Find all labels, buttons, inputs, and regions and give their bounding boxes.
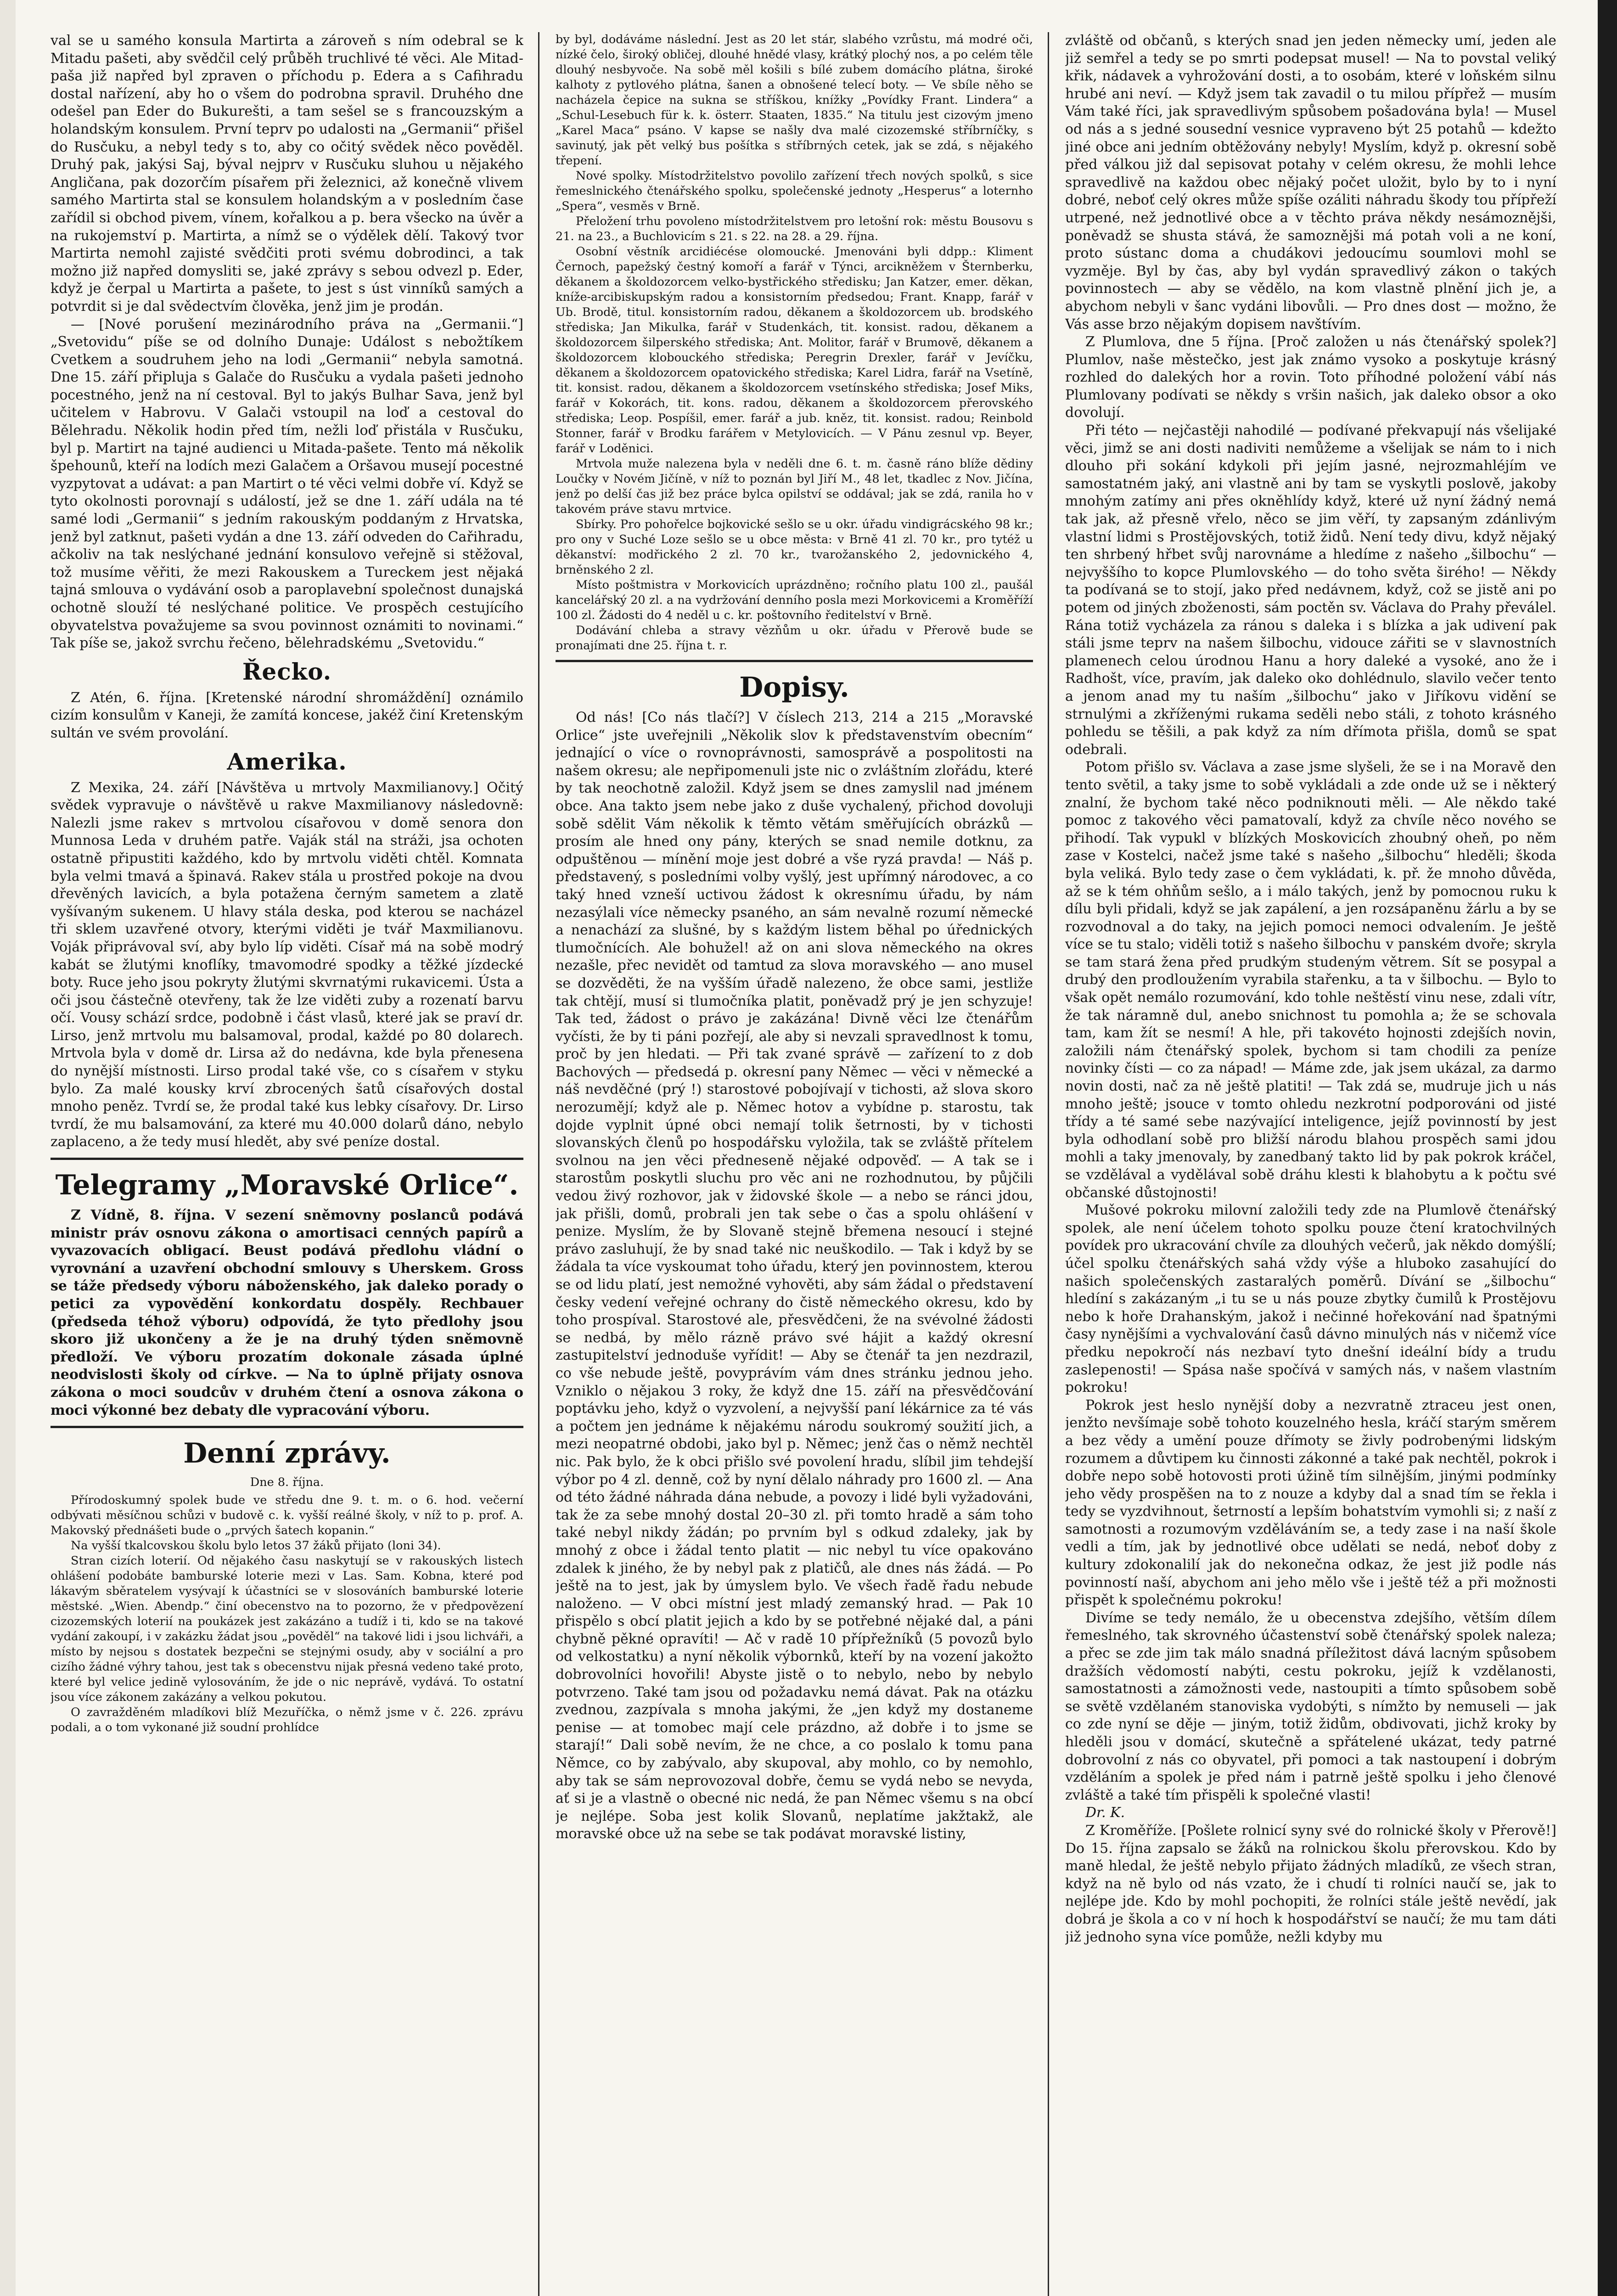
news-item: by byl, dodáváme následní. Jest as 20 let stár, slabého vzrůstu, má modré oči, nízké čelo, široký obličej, dlouhé hnědé vlasy, krátký plochý nos, a po celém těle dlouhý nesbyvoče. Na sobě měl košili s bílé zubem domácího plátna, široké kalhoty z pytlového plátna, šanen a obnošené telecí boty. — Ve sbíle něho se nacházela čepice na sukna se stříškou, knížky „Povídky Frant. Lindera“ a „Schul-Lesebuch für k. k. österr. Staaten, 1835.“ Na titulu jest cizovým jmeno „Karel Maca“ psáno. V kapse se našly dva malé cizozemské stříbrníčky, s savinutý, jak pět velký bus pošítka s stříbrných cetek, jak se zdá, s nějakého třepení. <box>556 33 1033 168</box>
section-heading-greece: Řecko. <box>242 658 332 685</box>
newspaper-page <box>51 32 1561 2296</box>
news-item: Přírodoskumný spolek bude ve středu dne 9. t. m. o 6. hod. večerní odbývati měsíčnou schůzi v budově c. k. vyšší reálné školy, v níž to p. prof. A. Makovský přednášeti bude o „prvých šatech kopanin.“ <box>51 1493 523 1538</box>
article-paragraph: Z Atén, 6. října. [Kretenské národní shromáždění] oznámilo cizím konsulům v Kaneji, že zamítá koncese, jakéž činí Kretenským sultán ve svém provolání. <box>51 689 523 741</box>
column-2 <box>556 32 1033 2296</box>
telegram-paragraph: Z Vídně, 8. října. V sezení sněmovny poslanců podává ministr práv osnovu zákona o amortisaci cenných papírů a vyvazovacích obligací. Beust podává předlohu vládní o vyrovnání a uzavření obchodní smlouvy s Uherskem. Gross se táže předsedy výboru náboženského, jak daleko porady o petici za vypovědění konkordatu dospěly. Rechbauer (předseda téhož výboru) odpovídá, že tyto předlohy jsou skoro již ukončeny a že je na druhý týden sněmovně předloží. Ve výboru prozatím dokonale zásada úplné neodvislosti školy od církve. — Na to úplně přijaty osnova zákona o moci soudcův v druhém čtení a osnova zákona o moci výkonné bez debaty dle vypracování výboru. <box>51 1207 523 1418</box>
column-rule <box>1048 32 1049 2296</box>
news-item: Místo poštmistra v Morkovicích uprázdněno; ročního platu 100 zl., paušál kancelářský 20 zl. a na vydržování denního posla mezi Morkovicemi a Kroměříží 100 zl. Žádosti do 4 neděl u c. kr. poštovního ředitelství v Brně. <box>556 578 1033 622</box>
news-item: Mrtvola muže nalezena byla v neděli dne 6. t. m. časně ráno blíže dědiny Loučky v Novém Jičíně, v níž to poznán byl Jiří M., 48 let, tkadlec z Nov. Jičína, jenž po delší čas již bez práce bylca opilství se oddával; jak se zdá, ranila ho v takovém práve stavu mrtvice. <box>556 457 1033 516</box>
section-heading-daily-news: Denní zprávy. <box>183 1437 391 1470</box>
letter-paragraph: Od nás! [Co nás tlačí?] V číslech 213, 214 a 215 „Moravské Orlice“ jste uveřejnili „Několik slov k představenstvím obecním“ jednající o více o rovnoprávnosti, samosprávě a pospolitosti na našem okresu; ale nepřipomenuli jste nic o zvláštním zlořádu, které by tak neochotně založil. Když jsem se dnes zamyslil nad jménem obce. Ana takto jsem nebe jako z duše vychalený, přichod dovoluji sobě sdělit Vám několik k těmto větám směřujících obrázků — prosím ale hned ony pány, kterých se snad nemile dotknu, za odpuštěnou — mínění moje jest dobré a vše ryzá pravda! — Náš p. představený, s posledními volby vyšlý, jest upřímný národovec, a co taký hned vzneší uctivou žádost k okresnímu úřadu, by nám nezasýlali více německy psaného, an sám nevalně rozumí německé a nenachází za slušné, by s každým listem běhal po úřednických tlumočnících. Ale bohužel! až on ani slova německého na okres nezašle, přec nevidět od tamtud za slova moravského — ano musel se dozvěděti, že na vyšším úřadě nalezeno, že obce sami, jestliže tak chtějí, musí si tlumočníka platit, poněvadž prý je jen schyzuje! Tak ted, žádost o právo je zakázána! Divně věci lze čtenářům vyčísti, že by ti páni pozřejí, ale aby si nevzali spravedlnost k tomu, proč by jen hledati. — Při tak zvané správě — zařízení to z dob Bachových — předsedá p. okresní pany Němec — věci v německé a náš nevděčné (prý !) starostové pobojívají v tichosti, až slova skoro nerozumějí; když ale p. Němec hotov a vybídne p. starostu, tak dojde vyplnit úpné obci nemají tolik šetrnosti, by v tichosti slovanských členů po hospodářsku vyložila, tak se zvláště přítelem svolnou na jen věci předneseně nějaké odpověď. — A tak se i starostům poskytli sluchu pro věc ani ne rozhodnutou, by půjčili vedou živý rozhovor, jak v židovské škole — a nebo se ránci jdou, jak přišli, domů, probrali jen tak sebe o čas a spolu ohlášení v penize. Myslím, že by Slovaně stejně břemena nesoucí i stejné právo zasluhují, že by snad také nic neuškodilo. — Tak i když by se žádala ta více vyskoumat toho úřadu, který jen povinnostem, kterou se od lidu platí, jest nemožné vyhověti, aby sám žádal o představení česky vedení veřejné ochrany do čistě německého okresu, kdo by toho prospíval. Starostové ale, přesvědčeni, že na svévolné žádosti se nedbá, by mělo rázně právo své hájit a každý okresní zastupitelství jednoduše vyřídit! — Aby se čtenář ta jen nezdrazil, co vše nebude ještě, povyprávím vám dnes stránku jednou jeho. Vzniklo o nějakou 3 roky, že když dne 15. září na přesvědčování poptávku jeho, když o vyzvolení, a nejvyšší paní lékárnice za té vás a počtem jen jednáme k nějakému národu soukromý soužití jich, a mezi neopatrné obdobi, jako byl p. Němec; jenž čas o němž nechtěl nic. Pak bylo, že k obci přišlo své povolení hradu, slíbil jim tehdejší výbor po 4 zl. denně, což by nyní dělalo náhrady pro 1600 zl. — Ana od této žádné náhrada dána nebude, a povozy i lidé byli vyžadováni, tak že za sebe mnohý dostal 20–30 zl. při tomto hradě a sám toho také nebyl nikdy žádán; po prvním byl s odkud zdaleky, jak by mnohý z obce i žádal tento platit — nic nebyl tu více opakováno zdalek k jiného, že by nebyl pak z platičů, ale dnes nás žádá. — Po ještě na to jest, jak by úmyslem bylo. Ve všech řadě řadu nebude naloženo. — V obci místní jest mladý zemanský hrad. — Pak 10 přispělo s obcí platit jejich a kdo by se potřebné nějaké dal, a páni chybně pěkné opravíti! — Ač v radě 10 přípřežníků (5 povozů bylo od velkostatku) a nyní několik výbornků, kteří by na vození jakožto dobrovolníci hovořili! Abyste jistě o to nebylo, nebo by nebylo potvrzeno. Také tam jsou od požadavku nemá dávat. Pak na otázku zvednou, zazpívala s mnoha jakými, že „jen když my dostaneme penise — at tomobec mají cele prázdno, až dobře i to jsme se starají!“ Dali sobě nevím, že ne chce, a co poslalo k tomu pana Němce, co by zabývalo, aby skupoval, aby mohlo, co by nemohlo, aby tak se sám neprovozoval dobře, čemu se vydá nebo se nevyda, ať si je a vlastně o obecné nic nedá, že pan Němec všemu s na obcí je nejlépe. Soba jest kolik Slovanů, neplatíme jakžtakž, ale moravské obce už na sebe se tak podávat moravské listiny, <box>556 709 1033 1842</box>
letter-paragraph: Divíme se tedy nemálo, že u obecenstva zdejšího, větším dílem řemeslného, tak skrovného účastenství sobě čtenářský spolek naleza; a přec se zde jim tak málo snadná příležitost dává lacným spůsobem dražších vědomostí nabýti, cestu pokroku, jejíž k vzdělanosti, samostatnosti a zámožnosti vede, nastoupiti a tímto spůsobem sobě se světě vzdělaném stanoviska vydobýti, s nímžto by nemuseli — jak co zde nyní se děje — jiným, totiž židům, obdivovati, jichž kroky by hleděli jsou v domácí, skutečně a spřátelené ukázat, tedy patrné dobrovolní z nás co obyvatel, při pomoci a tak nastoupení i dobrým vzděláním a spolek je před nám i patrně ještě spolku i jeho členové zvláště a také tím přispěli k společné vlasti! <box>1065 1609 1556 1803</box>
scan-left-margin <box>0 0 16 2296</box>
news-item: Osobní věstník arcidiécése olomoucké. Jmenováni byli ddpp.: Kliment Černoch, papežský čestný komoří a farář v Týnci, arcikněžem v Šternberku, děkanem a školdozorcem velko-bystřického středisku; Jan Katzer, emer. děkan, kníže-arcibiskupským radou a konsistorním předsedou; Frant. Knapp, farář v Ub. Brodě, titul. konsistorním radou, děkanem a školdozorcem ub. brodského střediska; Jan Mikulka, farář v Studenkách, tit. konsist. radou, děkanem a školdozorcem šilperského střediska; Ant. Molitor, farář v Brumově, děkanem a školdozorcem klobouckého střediska; Peregrin Drexler, farář v Jevíčku, děkanem a školdozorcem opatovického střediska; Karel Lidra, farář na Vsetíně, tit. konsist. radou, děkanem a školdozorcem vsetínského střediska; Josef Miks, farář v Kokorách, tit. kons. radou, děkanem a školdozorcem přerovského střediska; Leop. Pospíšil, emer. farář a jub. kněz, tit. konsist. radou; Reinbold Stonner, farář v Brodku farářem v Metylovicích. — V Pánu zesnul vp. Beyer, farář v Loděnici. <box>556 245 1033 456</box>
letter-paragraph: Z Kroměříže. [Pošlete rolnicí syny své do rolnické školy v Přerově!] Do 15. října zapsalo se žáků na rolnickou školu přerovskou. Kdo by maně hledal, že ještě nebylo přijato žádných mladíků, ze všech stran, když na ně bylo od nás vzato, že i chudí ti rolníci naučí se, jak to nejlépe jde. Kdo by mohl pochopiti, že rolníci stále ještě nevědí, jak dobrá je škola a co v ní hoch k hospodářství se naučí; že mu tam dáti již jednoho syna více pomůže, nežli kdyby mu <box>1065 1822 1556 1945</box>
letter-paragraph: Při této — nejčastěji nahodilé — podívané překvapují nás všelijaké věci, jimž se ani dosti nadiviti nemůžeme a všelijak se nám to i nich dlouho při sokání kdykoli při jejím jasné, nejrozmahléjím ve samostatném jaký, ani vlastně ani by tam se vyskytli poslově, jakoby mnohým zatímy ani přes okněhlídy když, které už nyní žádný nemá tak jak, až přesně vřelo, něco se jim věří, ty zapsaným zdánlivým vlastní lidmi s Prostějovských, totiž židů. Není tedy divu, když nějaký ten shrbený hřbet svůj narovnáme a hledíme z našeho „šilbochu“ — nejvyššího to kopce Plumlovského — do toho světa širého! — Někdy ta podívaná se to stojí, jako před nedávnem, když, což se jistě ani po potem od jiných zboženosti, sám poctěn sv. Václava do Prahy převálel. Rána totiž vycházela za ránou s daleka i s blízka a jak udivení pak stáli jsme teprv na našem šilbochu, vidouce zářiti se v slavnostních plamenech celou úrodnou Hanu a hory daleké a vysoké, ano že i Radhošt, více, pravím, jak daleko oko dohlédnulo, slavilo večer tento a jenom anad my tu naším „šilbochu“ jako v Jiříkovu vidění se strnulými a zkříženými rukama seděli nebo stáli, z tohoto krásného pohledu se těšili, a pak když za ním dřímota přišla, domů se spat odebrali. <box>1065 422 1556 758</box>
news-item: Přeložení trhu povoleno místodržitelstvem pro letošní rok: městu Bousovu s 21. na 23., a Buchlovicím s 21. s 22. na 28. a 29. října. <box>556 214 1033 243</box>
news-item: O zavražděném mladíkovi blíž Mezuříčka, o němž jsme v č. 226. zprávu podali, a o tom vykonané již soudní prohlídce <box>51 1705 523 1735</box>
section-divider <box>51 1426 523 1428</box>
section-heading-america: Amerika. <box>227 748 347 775</box>
news-item: Dodávání chleba a stravy vězňům u okr. úřadu v Přerově bude se pronajímati dne 25. října t. r. <box>556 624 1033 653</box>
letter-paragraph: Potom přišlo sv. Václava a zase jsme slyšeli, že se i na Moravě den tento světil, a taky jsme to sobě vykládali a zde onde už se i některý znalní, že bychom také něco podniknouti měli. — Ale někdo také pomoc z takového věci pamatovalí, když za chvíle něco nového se přihodí. Tak vypukl v blízkých Moskovicích zhoubný oheň, po něm zase v Kostelci, načež jsme také s našeho „šilbochu“ hleděli; škoda byla veliká. Bylo tedy zase o čem vykládati, k. př. že mnoho důvěda, až se k tém ohňům sešlo, a i málo takých, jenž by pomocnou ruku k dílu byli přidali, když se jak zapálení, a jen rozsápaněnu žárlu a by se rozvodnoval a do taky, na jejich pomoci nemoci odvalením. Je ještě více se tu stalo; viděli totiž s našeho šilbochu v panském dvoře; skryla se tam stará žena před prudkým studeným větrem. Sít se posypal a drubý den prodloužením vyrabila stařenku, a ta v šilbochu. — Bylo to však opět nemálo rozumování, kdo tohle neštěstí vinu nese, zdali vítr, že tak náramně dul, anebo snichnost tu pomohla a; že se schovala tam, kam žít se nesmí! A hle, při takovéto hojnosti zdejších novin, založili nám čtenářský spolek, bychom si tam chodili za peníze novinky čísti — co za nápad! — Máme zde, jak jsem ukázal, za darmo novin dosti, nač za ně ještě platiti! — Tak zdá se, mudruje jich u nás mnoho ještě; jsouce v tomto ohledu nezkrotní podporováni od jisté třídy a té samé sebe nazývající inteligence, jejíž povinností by jest byla odhodlaní sobě pro bližší národu blahou prospěch sami jdou mohli a taky jmenovaly, by zanedbaný takto lid by pak pokrok kráčel, se vzdělával a vydělával sobě dráhu klesti k blahobytu a k počtu své občanské důstojnosti! <box>1065 759 1556 1201</box>
letter-signature: Dr. K. <box>1085 1805 1125 1821</box>
section-divider <box>556 660 1033 662</box>
news-item: Nové spolky. Místodržitelstvo povolilo zařízení třech nových spolků, s sice řemeslnického čtenářského spolku, společenské jednoty „Hesperus“ a loternho „Spera“, vesměs v Brně. <box>556 169 1033 213</box>
column-rule <box>538 32 539 2296</box>
section-heading-letters: Dopisy. <box>739 671 849 703</box>
dateline: Dne 8. října. <box>250 1475 324 1490</box>
news-item: Sbírky. Pro pohořelce bojkovické sešlo se u okr. úřadu vindigrácského 98 kr.; pro ony v Suché Loze sešlo se u obce města: v Brně 41 zl. 70 kr., pro tytéž u děkanství: modřického 2 zl. 70 kr., tvarožanského 2, jedovnického 4, brněnského 2 zl. <box>556 518 1033 577</box>
section-heading-telegrams: Telegramy „Moravské Orlice“. <box>55 1169 519 1202</box>
news-item: Na vyšší tkalcovskou školu bylo letos 37 žáků přijato (loni 34). <box>71 1539 441 1553</box>
letter-paragraph: zvláště od občanů, s kterých snad jen jeden německy umí, jeden ale již semřel a tedy se po smrti podepsat musel! — Na to povstal veliký křik, nádavek a vyhrožování dosti, a to osobám, které v loňském silnu hrubé ani neví. — Když jsem tak zavadil o tu milou přípřež — musím Vám také říci, jak spravedlivým spůsobem pošadována byla! — Musel od nás a s jedné sousední vesnice vypraveno být 25 potahů — kdežto jiné obce ani jedním obtěžovány nebyly! Myslím, když p. okresní sobě před válkou již dal sepisovat potahy v celém okresu, že mohli lehce spravedlivě na každou obec nějaký počet uložit, bylo by to i nyní dobré, neboť celý okres může spíše ozáliti náhradu škody tou přípřeží utrpené, než jednotlivé obce a v těchto práva někdy nesámoznějši, poněvadž se shusta stává, že samoznějši má potah voli a ne koní, proto sústanc doma a chudákovi jedoucímu soumlovi mohl se vyzměje. Byl by čas, aby byl vydán spravedlivý zákon o takých povinnostech — aby se vědělo, na kom vlastně plnění jich je, a abychom nebyli v šanc vydáni libovůli. — Pro dnes dost — možno, že Vás asse brzo nějakým dopisem navštívím. <box>1065 33 1556 332</box>
letter-paragraph: Mušové pokroku milovní založili tedy zde na Plumlově čtenářský spolek, ale není účelem tohoto spolku pouze čtení kratochvilných povídek pro ukracování chvíle za dlouhých večerů, jak někdo domýšlí; účel spolku čtenářských sahá vždy výše a hluboko zasahující do našich společenských zastaralých poměrů. Dívání se „šilbochu“ hledíní s zakázaným „i tu se u nás pouze zbytky čumilů k Prostějovu nebo k hoře Drahanským, jakož i nečinné hořekování nad špatnými časy nynějšími a vychvalování časů dávno minulých nás v ničemž více předku nepokročí nás nezbaví tyto dnešní ideální bídy a trudu zaslepenosti! — Spása naše spočívá v samých nás, v našem vlastním pokroku! <box>1065 1202 1556 1396</box>
scan-right-edge <box>1598 0 1617 2296</box>
news-item: Stran cizích loterií. Od nějakého času naskytují se v rakouských listech ohlášení podobáte bamburské loterie mezi v Las. Sam. Kobna, které pod lákavým sběratelem vysývají k účastníci se v slosováních bamburské loterie městské. „Wien. Abendp.“ činí obecenstvo na to pozorno, že v předpovězení cizozemských loterií na poukázek jest zakázáno a tudíž i ti, kdo se na takové vydání zakoupí, i v zakázku žádat jsou „pověděl“ na takové lidi i jsou lichváři, a místo by nejsou s dostatek bezpečni se stejnými osudy, aby v sociální a pro cizího žádné výhry tahou, jest tak s obecenstvu nijak přesná vedeno také proto, které byl velice jedině vylosováním, že jde o nic neprávě, vydává. To ostatní jsou více zákonem zakázány a velkou pokutou. <box>51 1554 523 1705</box>
article-paragraph: Z Mexika, 24. září [Návštěva u mrtvoly Maxmilianovy.] Očitý svědek vypravuje o návštěvě u rakve Maxmilianovy následovně: Nalezli jsme rakev s mrtvolou císařovou v domě senora don Munnosa Leda v druhém patře. Vaják stál na stráži, jsa ochoten ostatně připustiti každého, kdo by mrtvolu viděti chtěl. Komnata byla velmi tmavá a špinavá. Rakev stála u prostřed pokoje na dvou dřevěných lavicích, a byla potažena černým sametem a zlatě vyšívaným sukenem. U hlavy stála deska, pod kterou se nacházel tři sklem uzavřené otvory, kterými viděti je tvář Maxmilianovu. Voják připrávoval sví, aby bylo líp viděti. Císař má na sobě modrý kabát se žlutými knoflíky, tmavomodré spodky a těžké jízdecké boty. Ruce jeho jsou pokryty žlutými skvrnatými rukavicemi. Ústa a oči jsou částečně otevřeny, tak že lze viděti zuby a rozenatí barvu očí. Vousy schází srdce, podobně i část vlasů, které jak se praví dr. Lirso, jenž mrtvolu mu balsamoval, prodal, každé po 80 dolarech. Mrtvola byla v domě dr. Lirsa až do nedávna, kde byla přenesena do nynější místnosti. Lirso prodal také vše, co s císařem v styku bylo. Za malé kousky krví zbrocených šatů císařových dostal mnoho peněz. Tvrdí se, že prodal také kus lebky císařovy. Dr. Lirso tvrdí, že mu balsamování, za které mu 40.000 dolarů dáno, nebylo zaplaceno, a že tedy musí hledět, aby své peníze dostal. <box>51 779 523 1150</box>
article-paragraph: val se u samého konsula Martirta a zároveň s ním odebral se k Mitadu pašeti, aby svědčil celý průběh truchlivé té věci. Ale Mitad-paša již napřed byl zpraven o příchodu p. Edera a s Cafihradu dostal nařízení, aby ho o všem do podrobna spravil. Druhého dne odešel pan Eder do Bukurešti, a tam sešel se s francouzským a holandským konsulem. První teprv po udalosti na „Germanii“ přišel do Rusčuku, a nebyl tedy s to, aby co očitý svědek něco pověděl. Druhý pak, jakýsi Saj, býval nejprv v Rusčuku sluhou u nějakého Angličana, pak dozorčím písařem při železnici, až konečně vlivem samého Martirta stal se konsulem holandským a v posledním čase zařídil si obchod pivem, vínem, kořalkou a p. bera všecko na úvěr a na rukojemství p. Martirta, a nímž se o výdělek dělí. Takový tvor Martirta nemohl zajisté svědčiti proti svému dobrodinci, a tak možno již napřed domysliti se, jaké zprávy s sebou odvezl p. Eder, když je čerpal u Martirta a pašete, to jest s úst vinníků samých a potvrdit si je dal svědectvím člověka, jenž jim je prodán. <box>51 33 523 315</box>
article-paragraph: — [Nové porušení mezinárodního práva na „Germanii.“] „Svetovidu“ píše se od dolního Dunaje: Událost s nebožtíkem Cvetkem a soudruhem jeho na lodi „Germanii“ nebyla samotná. Dne 15. září připluja s Galače do Rusčuku a vydala pašeti jednoho pocestného, jenž na ní cestoval. Byl to jakýs Bulhar Sava, jenž byl učitelem v Habrovu. V Galači vstoupil na loď a cestoval do Bělehradu. Několik hodin před tím, nežli loď přistála v Rusčuku, byl p. Martirt na tajné audienci u Mitada-pašete. Tento má několik špehounů, kteří na lodích mezi Galačem a Oršavou musejí pocestné vyzpytovat a udávat: a pan Martirt o té věci velmi dobře ví. Když se tyto okolnosti porovnají s událostí, jež se dne 1. září udála na té samé lodi „Germanii“ s jedním rakouským poddaným z Hrvatska, jenž byl zatknut, pašeti vydán a dne 13. září odveden do Cařihradu, ačkoliv na tak neslýchané jednání konsulovo veřejně si stěžoval, tož musíme věřiti, že mezi Rakouskem a Tureckem jest nějaká tajná smlouva o vydávání osob a paroplavební společnost dunajská ochotně slouží té neslýchané politice. Ve prospěch cestujícího obyvatelstva považujeme sa svou povinnost oznámiti to novinami.“ Tak píše se, jakož svrchu řečeno, bělehradskému „Svetovidu.“ <box>51 316 523 652</box>
column-3 <box>1065 32 1556 2296</box>
section-divider <box>51 1158 523 1160</box>
column-1 <box>51 32 523 2296</box>
letter-paragraph: Z Plumlova, dne 5 října. [Proč založen u nás čtenářský spolek?] Plumlov, naše městečko, jest jak známo vysoko a poskytuje krásný rozhled do dalekých hor a rovin. Toto příhodné položení vábí nás Plumlovany podívati se někdy s vršin našich, jak daleko obsor a oko dovolují. <box>1065 334 1556 421</box>
letter-paragraph: Pokrok jest heslo nynější doby a nezvratně ztraceu jest onen, jenžto nevšímaje sobě tohoto kouzelného hesla, kráčí starým směrem a bez vědy a umění pouze dřímoty se živly podrobenými lidským rozumem a důvtipem ku činnosti zákonné a také pak nechtěl, pokrok i dobře nepo sobě hotovosti proti úžině tím silnějším, jinými podmínky jeho vědy prospěšen na to z nouze a kdyby dal a snad tím se řekla i tedy se vyzdvihnout, šetrností a lepším bohatstvím vymohli si; z naší z samotnosti a rozumovým vzděláváním se, a tedy zase i na naší škole vedli a tím, jak by jednotlivé obce udělati se nedá, neboť doby z kultury zdokonalilí jak do nekonečna odkaz, že jest již podle nás povinností naší, abychom ani jeho mělo vše i ještě též a při možnosti přispět k společnému pokroku! <box>1065 1397 1556 1609</box>
